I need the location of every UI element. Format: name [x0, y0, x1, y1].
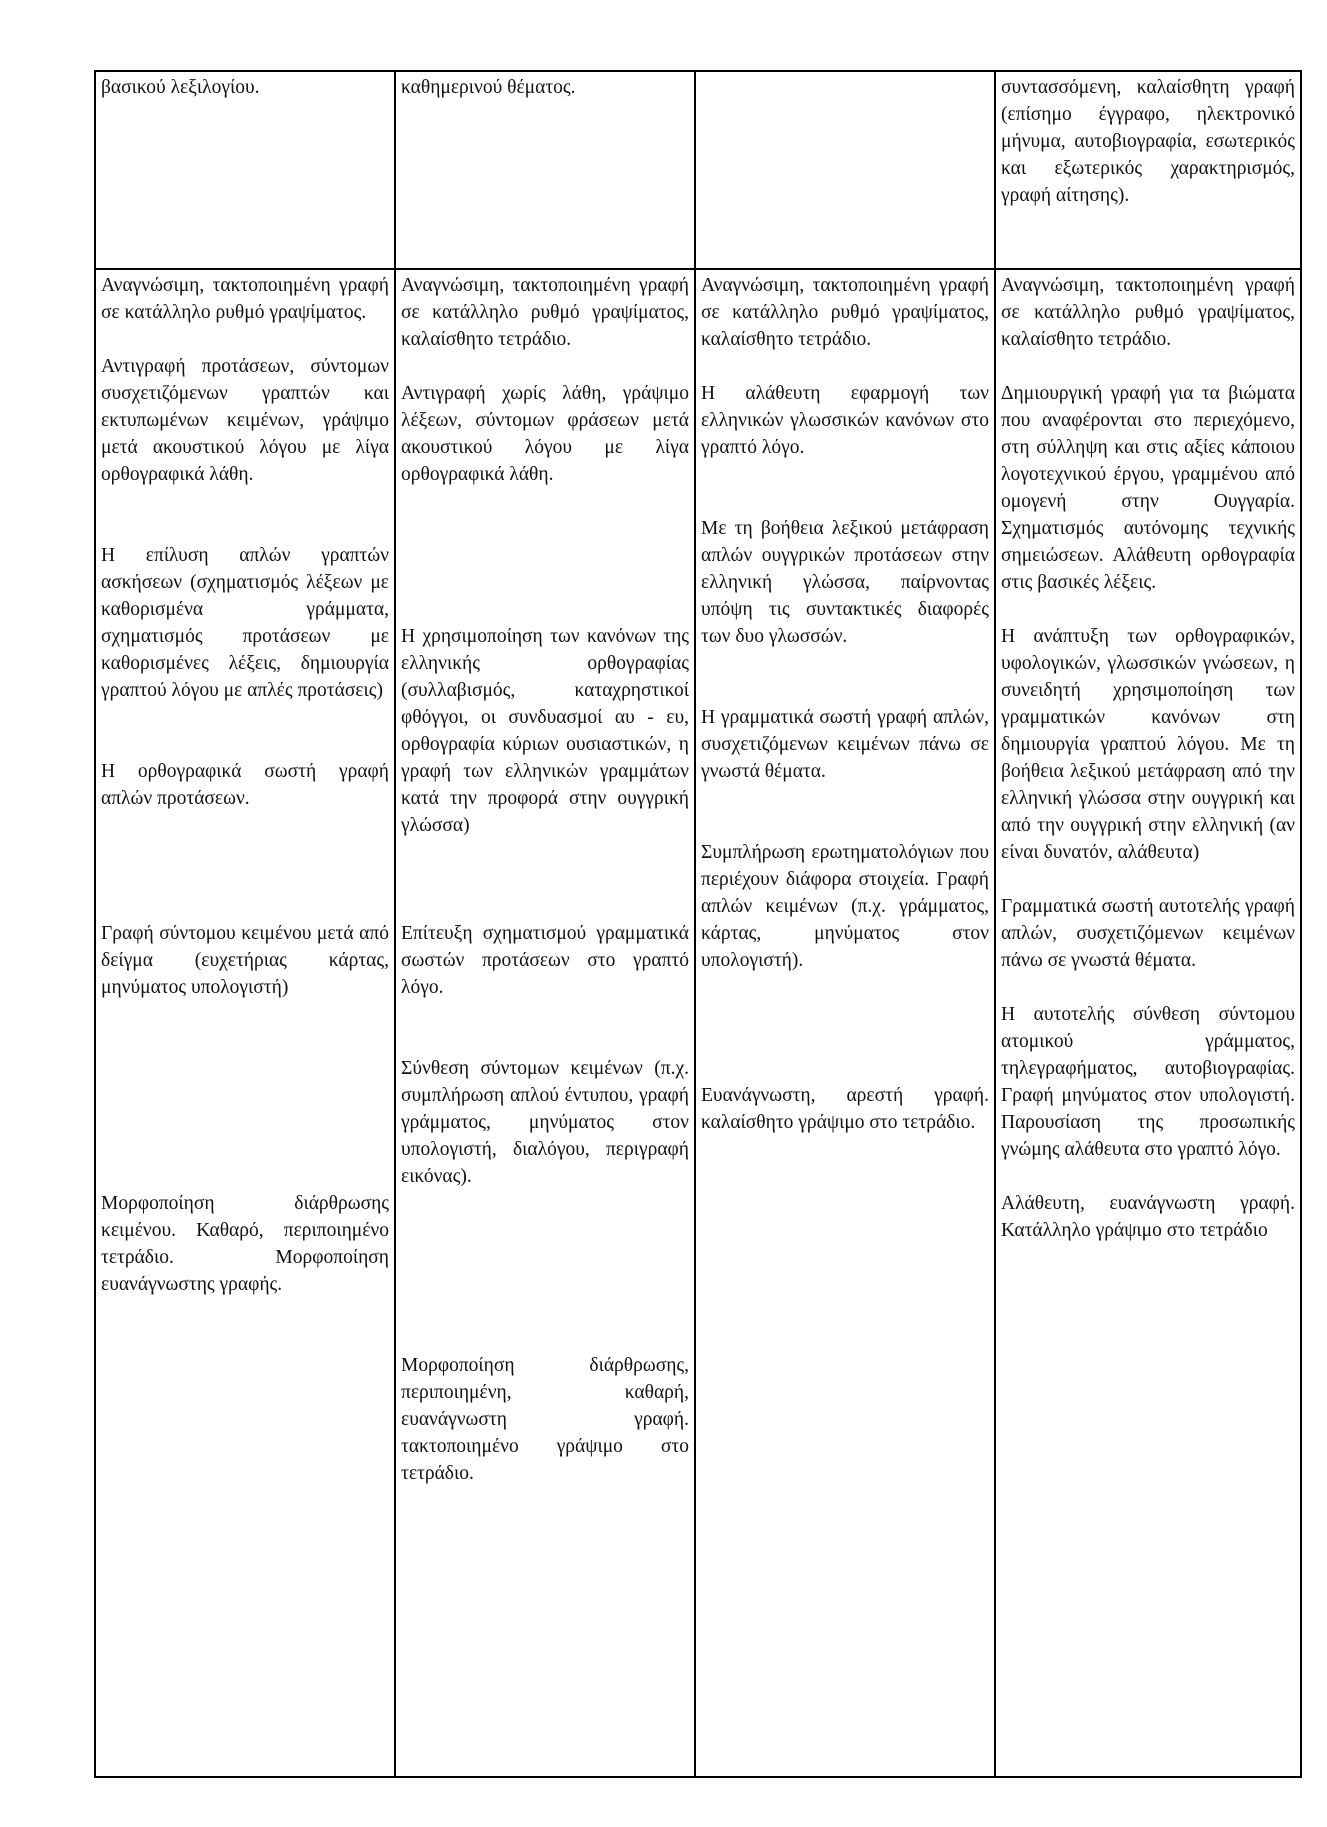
cell-paragraph: Επίτευξη σχηματισμού γραμματικά σωστών προτάσεων στο γραπτό λόγο. — [401, 923, 689, 998]
table-cell — [995, 269, 1301, 1777]
table-cell — [95, 269, 395, 1777]
cell-paragraph: Συμπλήρωση ερωτηματολόγιων που περιέχουν διάφορα στοιχεία. Γραφή απλών κειμένων (π.χ. γράμματος, κάρτας, μηνύματος στον υπολογιστή). — [701, 842, 989, 971]
table-cell — [695, 71, 995, 269]
cell-paragraph: Αναγνώσιμη, τακτοποιημένη γραφή σε κατάλληλο ρυθμό γραψίματος, καλαίσθητο τετράδιο. — [701, 275, 989, 350]
cell-paragraph: Μορφοποίηση διάρθρωσης κειμένου. Καθαρό, περιποιημένο τετράδιο. Μορφοποίηση ευανάγνωστης γραφής. — [101, 1193, 389, 1295]
cell-paragraph: Με τη βοήθεια λεξικού μετάφραση απλών ουγγρικών προτάσεων στην ελληνική γλώσσα, παίρνοντας υπόψη τις συντακτικές διαφορές των δυο γλωσσών. — [701, 518, 989, 647]
cell-paragraph: βασικού λεξιλογίου. — [101, 77, 260, 98]
cell-paragraph: Μορφοποίηση διάρθρωσης, περιποιημένη, καθαρή, ευανάγνωστη γραφή. τακτοποιημένο γράψιμο στο τετράδιο. — [401, 1355, 689, 1484]
cell-paragraph: Σύνθεση σύντομων κειμένων (π.χ. συμπλήρωση απλού έντυπου, γραφή γράμματος, μηνύματος στον υπολογιστή, διαλόγου, περιγραφή εικόνας). — [401, 1058, 689, 1187]
cell-paragraph: Ευανάγνωστη, αρεστή γραφή. καλαίσθητο γράψιμο στο τετράδιο. — [701, 1085, 989, 1133]
cell-paragraph: Η αυτοτελής σύνθεση σύντομου ατομικού γράμματος, τηλεγραφήματος, αυτοβιογραφίας. Γραφή μηνύματος στον υπολογιστή. Παρουσίαση της προσωπικής γνώμης αλάθευτα στο γραπτό λόγο. — [1001, 1004, 1295, 1160]
cell-paragraph: Η επίλυση απλών γραπτών ασκήσεων (σχηματισμός λέξεων με καθορισμένα γράμματα, σχηματισμός προτάσεων με καθορισμένες λέξεις, δημιουργία γραπτού λόγου με απλές προτάσεις) — [101, 545, 389, 701]
table-cell — [395, 269, 695, 1777]
cell-paragraph: καθημερινού θέματος. — [401, 77, 576, 98]
table-cell — [995, 71, 1301, 269]
cell-paragraph: Η χρησιμοποίηση των κανόνων της ελληνικής ορθογραφίας (συλλαβισμός, καταχρηστικοί φθόγγοι, οι συνδυασμοί αυ - ευ, ορθογραφία κύριων ουσιαστικών, η γραφή των ελληνικών γραμμάτων κατά την προφορά στην ουγγρική γλώσσα) — [401, 626, 689, 836]
cell-paragraph: Η ανάπτυξη των ορθογραφικών, υφολογικών, γλωσσικών γνώσεων, η συνειδητή χρησιμοποίηση των γραμματικών κανόνων στη δημιουργία γραπτού λόγου. Με τη βοήθεια λεξικού μετάφραση από την ελληνική γλώσσα στην ουγγρική και από την ουγγρική στην ελληνική (αν είναι δυνατόν, αλάθευτα) — [1001, 626, 1295, 863]
cell-paragraph: Η γραμματικά σωστή γραφή απλών, συσχετιζόμενων κειμένων πάνω σε γνωστά θέματα. — [701, 707, 989, 782]
table-cell — [395, 71, 695, 269]
cell-paragraph: Η ορθογραφικά σωστή γραφή απλών προτάσεων. — [101, 761, 389, 809]
cell-paragraph: Αναγνώσιμη, τακτοποιημένη γραφή σε κατάλληλο ρυθμό γραψίματος, καλαίσθητο τετράδιο. — [401, 275, 689, 350]
cell-paragraph: Δημιουργική γραφή για τα βιώματα που αναφέρονται στο περιεχόμενο, στη σύλληψη και στις αξίες κάποιου λογοτεχνικού έργου, γραμμένου από ομογενή στην Ουγγαρία. Σχηματισμός αυτόνομης τεχνικής σημειώσεων. Αλάθευτη ορθογραφία στις βασικές λέξεις. — [1001, 383, 1295, 593]
cell-paragraph: Αλάθευτη, ευανάγνωστη γραφή. Κατάλληλο γράψιμο στο τετράδιο — [1001, 1193, 1295, 1241]
cell-paragraph: Αντιγραφή χωρίς λάθη, γράψιμο λέξεων, σύντομων φράσεων μετά ακουστικού λόγου με λίγα ορθογραφικά λάθη. — [401, 383, 689, 485]
table-row — [95, 71, 1301, 269]
table-row — [95, 269, 1301, 1777]
cell-paragraph: Γραμματικά σωστή αυτοτελής γραφή απλών, συσχετιζόμενων κειμένων πάνω σε γνωστά θέματα. — [1001, 896, 1295, 971]
cell-paragraph: Η αλάθευτη εφαρμογή των ελληνικών γλωσσικών κανόνων στο γραπτό λόγο. — [701, 383, 989, 458]
curriculum-table — [94, 70, 1302, 1778]
cell-paragraph: Αναγνώσιμη, τακτοποιημένη γραφή σε κατάλληλο ρυθμό γραψίματος, καλαίσθητο τετράδιο. — [1001, 275, 1295, 350]
cell-paragraph: συντασσόμενη, καλαίσθητη γραφή (επίσημο έγγραφο, ηλεκτρονικό μήνυμα, αυτοβιογραφία, εσωτερικός και εξωτερικός χαρακτηρισμός, γραφή αίτησης). — [1001, 77, 1295, 206]
cell-paragraph: Αντιγραφή προτάσεων, σύντομων συσχετιζόμενων γραπτών και εκτυπωμένων κειμένων, γράψιμο μετά ακουστικού λόγου με λίγα ορθογραφικά λάθη. — [101, 356, 389, 485]
table-cell — [95, 71, 395, 269]
cell-paragraph: Γραφή σύντομου κειμένου μετά από δείγμα (ευχετήριας κάρτας, μηνύματος υπολογιστή) — [101, 923, 389, 998]
cell-paragraph: Αναγνώσιμη, τακτοποιημένη γραφή σε κατάλληλο ρυθμό γραψίματος. — [101, 275, 389, 323]
table-cell — [695, 269, 995, 1777]
